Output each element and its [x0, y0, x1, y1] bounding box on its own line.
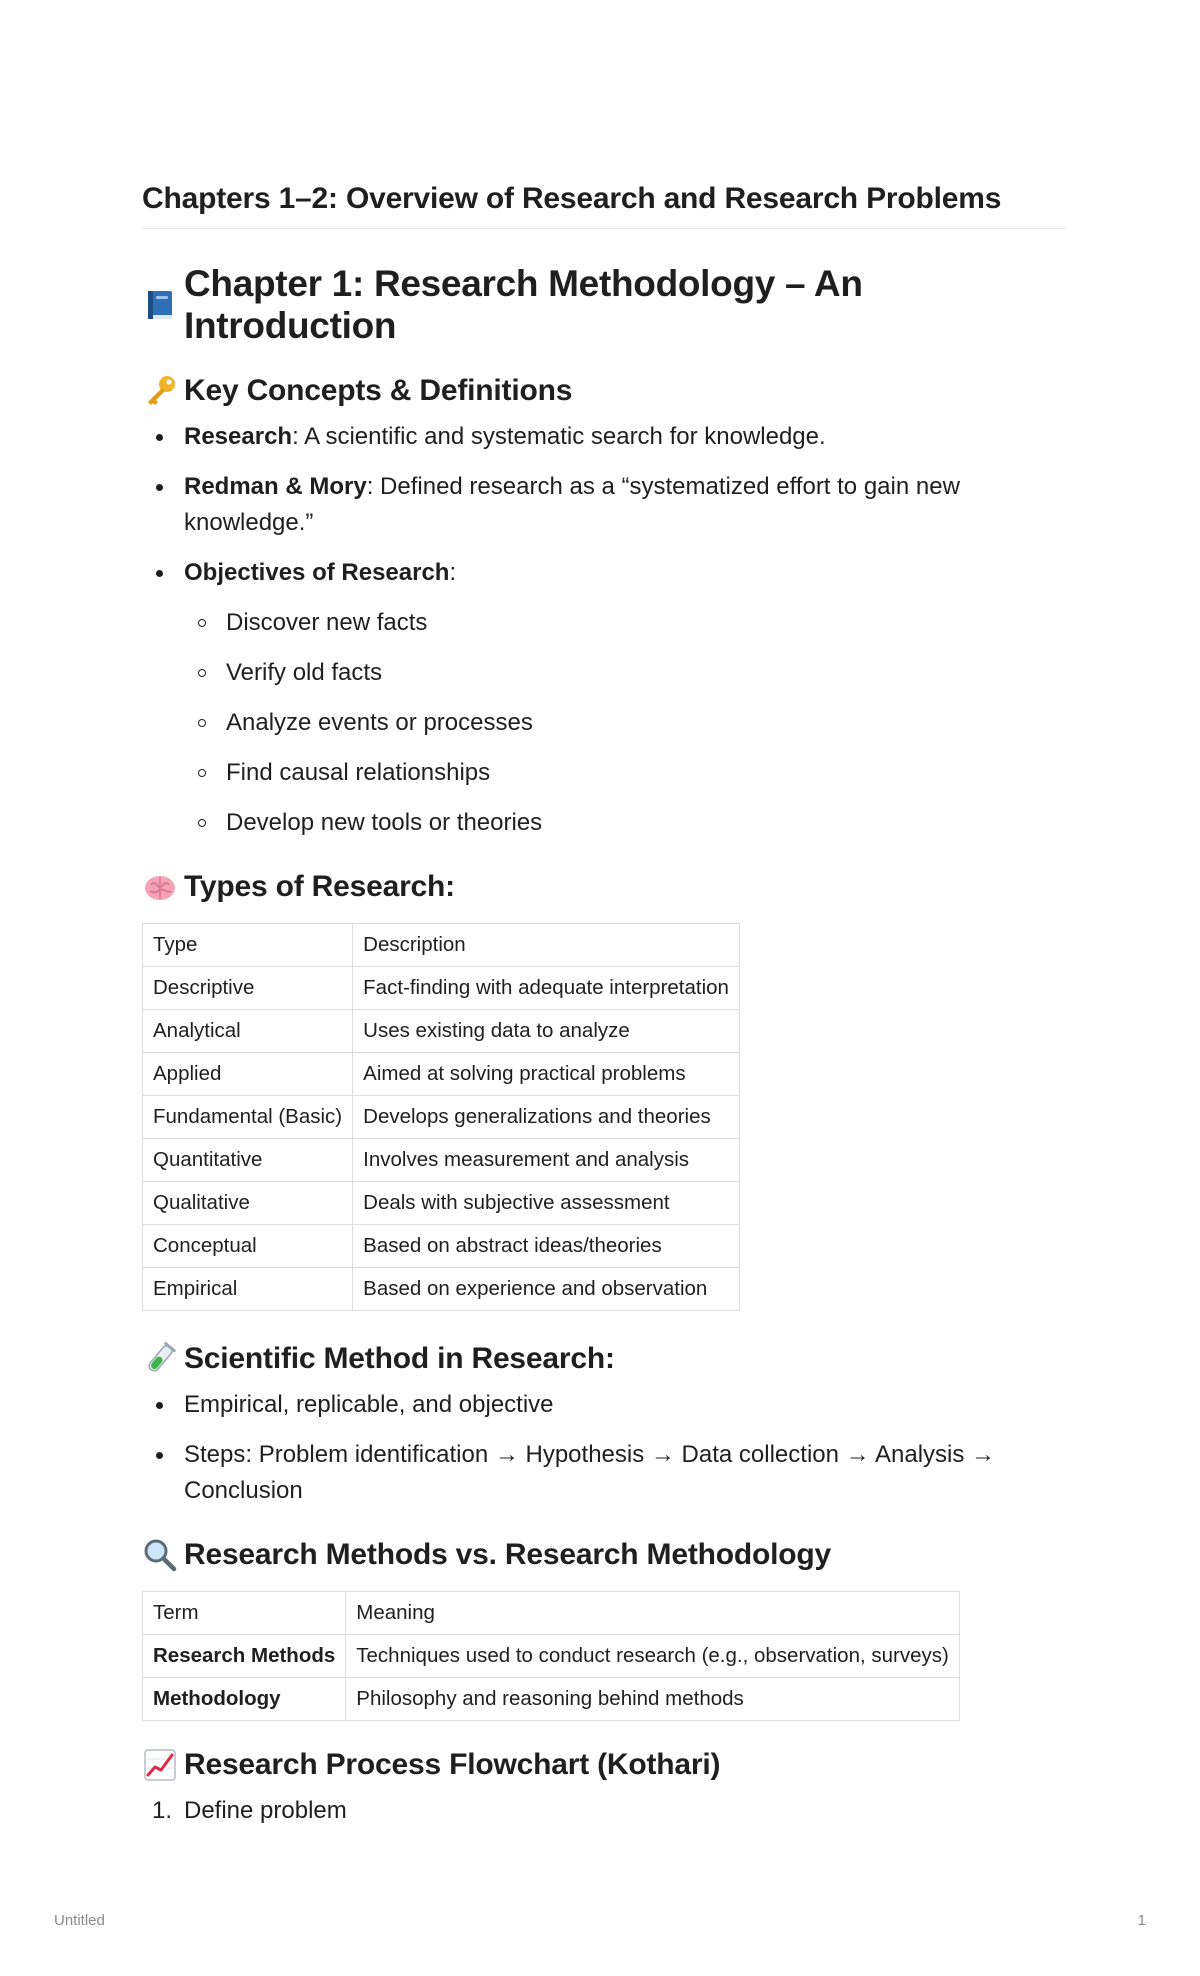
term-research: Research: [184, 423, 293, 450]
list-item: [142, 419, 1066, 455]
table-row: [143, 1225, 740, 1268]
column-header-type: Type: [143, 924, 353, 967]
list-item: [142, 469, 1066, 541]
methods-heading-text: Research Methods vs. Research Methodology: [184, 1538, 831, 1571]
key-concepts-list: [142, 419, 1066, 841]
term-objectives: Objectives of Research: [184, 559, 450, 586]
step-text: Define problem: [184, 1797, 347, 1824]
type-cell: Empirical: [143, 1268, 353, 1311]
key-concepts-heading-text: Key Concepts & Definitions: [184, 374, 573, 407]
table-header-row: [143, 1592, 960, 1635]
methods-vs-methodology-heading: [142, 1537, 1066, 1573]
term-redman-mory: Redman & Mory: [184, 473, 367, 500]
chart-increasing-icon: [142, 1747, 178, 1783]
column-header-term: Term: [143, 1592, 346, 1635]
type-cell: Quantitative: [143, 1139, 353, 1182]
definition-research: : A scientific and systematic search for knowledge.: [292, 423, 826, 450]
table-row: [143, 1139, 740, 1182]
test-tube-icon: [142, 1341, 178, 1377]
list-item: Develop new tools or theories: [184, 805, 1066, 841]
description-cell: Based on experience and observation: [353, 1268, 740, 1311]
meaning-cell: Techniques used to conduct research (e.g., observation, surveys): [346, 1635, 960, 1678]
document-title: Chapters 1–2: Overview of Research and Research Problems: [142, 182, 1066, 229]
brain-icon: [142, 869, 178, 905]
flowchart-heading: [142, 1747, 1066, 1783]
methods-vs-methodology-table: [142, 1591, 960, 1721]
scientific-method-heading: [142, 1341, 1066, 1377]
types-of-research-heading: [142, 869, 1066, 905]
list-item: Verify old facts: [184, 655, 1066, 691]
type-cell: Qualitative: [143, 1182, 353, 1225]
table-row: [143, 1182, 740, 1225]
type-cell: Analytical: [143, 1010, 353, 1053]
description-cell: Develops generalizations and theories: [353, 1096, 740, 1139]
type-cell: Applied: [143, 1053, 353, 1096]
key-concepts-heading: [142, 373, 1066, 409]
term-text: Research Methods: [153, 1644, 336, 1667]
table-row: [143, 1635, 960, 1678]
column-header-description: Description: [353, 924, 740, 967]
table-row: [143, 967, 740, 1010]
types-of-research-table: [142, 923, 740, 1311]
objectives-list: [184, 605, 1066, 841]
scientific-method-list: [142, 1387, 1066, 1509]
flowchart-steps-list: [142, 1793, 1066, 1829]
chapter-heading-text: Chapter 1: Research Methodology – An Introduction: [184, 263, 863, 346]
term-cell: [143, 1678, 346, 1721]
table-header-row: [143, 924, 740, 967]
description-cell: Involves measurement and analysis: [353, 1139, 740, 1182]
description-cell: Aimed at solving practical problems: [353, 1053, 740, 1096]
list-item: [142, 555, 1066, 841]
key-icon: [142, 373, 178, 409]
table-row: [143, 1010, 740, 1053]
term-text: Methodology: [153, 1687, 281, 1710]
list-item: Empirical, replicable, and objective: [142, 1387, 1066, 1423]
objectives-colon: :: [449, 559, 457, 586]
description-cell: Uses existing data to analyze: [353, 1010, 740, 1053]
flowchart-heading-text: Research Process Flowchart (Kothari): [184, 1748, 721, 1781]
type-cell: Conceptual: [143, 1225, 353, 1268]
footer-document-name: Untitled: [54, 1912, 105, 1929]
types-heading-text: Types of Research:: [184, 870, 455, 903]
magnifying-glass-icon: [142, 1537, 178, 1573]
term-cell: [143, 1635, 346, 1678]
blue-book-icon: [142, 287, 178, 323]
description-cell: Deals with subjective assessment: [353, 1182, 740, 1225]
document-page: [142, 182, 1066, 1829]
list-item: Discover new facts: [184, 605, 1066, 641]
list-item: Find causal relationships: [184, 755, 1066, 791]
type-cell: Fundamental (Basic): [143, 1096, 353, 1139]
description-cell: Based on abstract ideas/theories: [353, 1225, 740, 1268]
description-cell: Fact-finding with adequate interpretation: [353, 967, 740, 1010]
list-item: Steps: Problem identification → Hypothesis → Data collection → Analysis → Conclusion: [142, 1437, 1066, 1509]
table-row: [143, 1268, 740, 1311]
footer-page-number: 1: [1137, 1912, 1146, 1929]
column-header-meaning: Meaning: [346, 1592, 960, 1635]
meaning-cell: Philosophy and reasoning behind methods: [346, 1678, 960, 1721]
scientific-method-heading-text: Scientific Method in Research:: [184, 1342, 615, 1375]
type-cell: Descriptive: [143, 967, 353, 1010]
table-row: [143, 1678, 960, 1721]
step-number: 1.: [152, 1797, 173, 1824]
table-row: [143, 1096, 740, 1139]
definition-redman-mory: : Defined research as a “systematized effort to gain new knowledge.”: [184, 473, 960, 536]
table-row: [143, 1053, 740, 1096]
list-item: [142, 1793, 1066, 1829]
chapter-heading: [142, 263, 1066, 347]
list-item: Analyze events or processes: [184, 705, 1066, 741]
